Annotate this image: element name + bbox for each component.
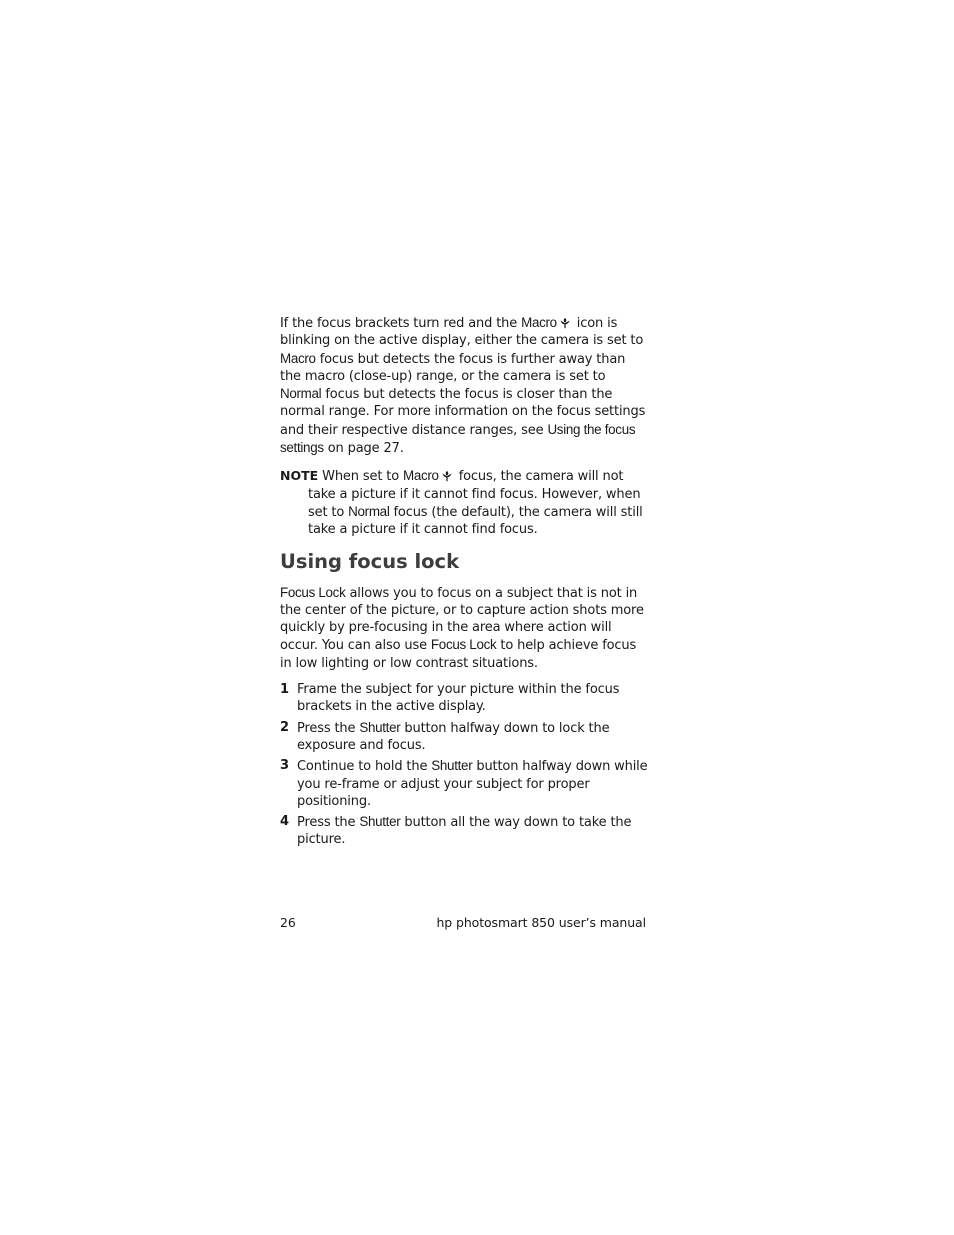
shutter-term: Shutter (359, 814, 401, 830)
page-content (280, 314, 648, 852)
note-label: NOTE (280, 468, 319, 484)
list-item (280, 757, 648, 810)
page-footer (280, 914, 646, 932)
macro-flower-icon (441, 469, 453, 482)
normal-term: Normal (280, 386, 322, 402)
list-item (280, 813, 648, 849)
text: button all the way down to take the picture. (297, 815, 632, 848)
normal-term: Normal (348, 503, 390, 519)
macro-term: Macro (403, 468, 439, 484)
manual-title: hp photosmart 850 user’s manual (436, 915, 646, 930)
text: focus (the default), the camera will still take a picture if it cannot find focus. (308, 504, 643, 538)
macro-term: Macro (280, 350, 316, 366)
text: Frame the subject for your picture within the focus brackets in the active display. (297, 682, 620, 715)
text: button halfway down while you re-frame or adjust your subject for proper positioning. (297, 759, 648, 809)
page-number: 26 (280, 915, 296, 930)
text: icon is blinking on the active display, either the camera is set to (280, 316, 644, 349)
step-number: 1 (280, 682, 289, 698)
text: focus, the camera will not take a picture if it cannot find focus. However, when set to (308, 469, 641, 520)
text: to help achieve focus in low lighting or low contrast situations. (280, 638, 637, 671)
text: If the focus brackets turn red and the (280, 316, 522, 331)
list-item (280, 681, 648, 716)
macro-term: Macro (521, 315, 557, 330)
intro-paragraph (280, 314, 648, 457)
text: button halfway down to lock the exposure and focus. (297, 720, 610, 753)
text: allows you to focus on a subject that is not in the center of the picture, or to capture action shots more quickly by pre-focusing in the area where action will occur. You can also use (280, 585, 644, 654)
note-paragraph (280, 467, 648, 538)
step-number: 3 (280, 758, 289, 774)
section-heading: Using focus lock (280, 549, 460, 573)
steps-list (280, 681, 648, 849)
focus-lock-term: Focus Lock (430, 637, 497, 653)
shutter-term: Shutter (431, 758, 473, 774)
macro-flower-icon (559, 316, 571, 329)
shutter-term: Shutter (359, 719, 401, 735)
step-number: 4 (280, 814, 289, 830)
text: Press the (297, 815, 360, 831)
focus-lock-term: Focus Lock (280, 584, 346, 600)
text: on page 27. (323, 441, 404, 457)
step-number: 2 (280, 719, 289, 735)
text: focus but detects the focus is further away than the macro (close-up) range, or the camera is set to (280, 351, 626, 384)
text: Continue to hold the (297, 759, 432, 775)
cross-reference-link[interactable]: Using the focus settings (280, 421, 636, 456)
text: Press the (297, 720, 360, 736)
text: focus but detects the focus is closer than the normal range. For more information on the focus settings and their respective distance ranges, see (280, 387, 646, 438)
section-paragraph (280, 584, 648, 672)
text: When set to (318, 469, 403, 485)
list-item (280, 719, 648, 755)
